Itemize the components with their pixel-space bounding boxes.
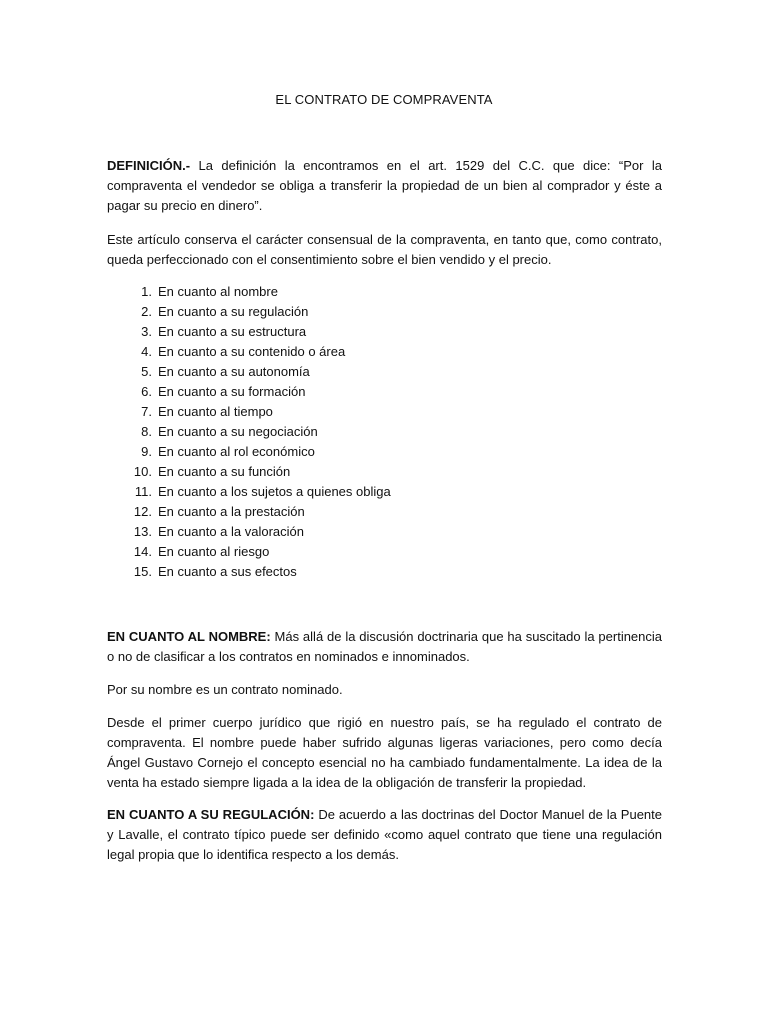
list-item-number-text: 3. [141,324,152,339]
nominated-paragraph: Por su nombre es un contrato nominado. [107,682,343,697]
regulation-section-text: De acuerdo a las doctrinas del Doctor Manuel de la Puente y Lavalle, el contrato típico puede ser definido «como aquel contrato que tiene una regulación legal propia que lo identifica respecto a los demás. [107,807,663,862]
list-item-number-text: 8. [141,424,152,439]
list-item-text: En cuanto al tiempo [158,404,273,419]
list-item-text: En cuanto a los sujetos a quienes obliga [158,484,391,499]
list-item-number [107,382,152,402]
list-item [107,382,662,402]
list-item [107,502,662,522]
list-item-number [107,322,152,342]
list-item-text: En cuanto a su regulación [158,304,309,319]
list-item-number [107,542,152,562]
list-item-number [107,562,152,582]
list-item-text: En cuanto al riesgo [158,544,270,559]
list-item-number-text: 12. [133,504,152,519]
name-section-paragraph [107,627,662,667]
list-item-number [107,422,152,442]
list-item-number [107,402,152,422]
list-item [107,462,662,482]
list-item-number-text: 9. [141,444,152,459]
definition-text: La definición la encontramos en el art. 1529 del C.C. que dice: “Por la compraventa el vendedor se obliga a transferir la propiedad de un bien al comprador y éste a pagar su precio en dinero”. [107,158,662,213]
list-item-number-text: 1. [141,284,152,299]
list-item [107,422,662,442]
list-item [107,522,662,542]
name-section-text: Más allá de la discusión doctrinaria que ha suscitado la pertinencia o no de clasificar a los contratos en nominados e innominados. [107,629,663,664]
list-item [107,442,662,462]
list-item-number-text: 4. [141,344,152,359]
definition-paragraph [107,156,662,216]
list-item-number-text: 11. [134,484,152,499]
list-item-text: En cuanto a la valoración [158,524,304,539]
list-item-text: En cuanto a la prestación [158,504,305,519]
list-item [107,302,662,322]
list-item [107,542,662,562]
regulation-section-label: EN CUANTO A SU REGULACIÓN: [107,807,315,822]
list-item [107,402,662,422]
list-item-number-text: 13. [133,524,152,539]
list-item-number-text: 14. [133,544,152,559]
list-item [107,282,662,302]
history-paragraph: Desde el primer cuerpo jurídico que rigió en nuestro país, se ha regulado el contrato de compraventa. El nombre puede haber sufrido algunas ligeras variaciones, pero como decía Ángel Gustavo Cornejo el concepto esencial no ha cambiado fundamentalmente. La idea de la venta ha estado siempre ligada a la idea de la obligación de transferir la propiedad. [107,715,662,790]
name-section-label: EN CUANTO AL NOMBRE: [107,629,271,644]
list-item-number [107,482,152,502]
list-item-number [107,522,152,542]
list-item-number-text: 2. [141,304,152,319]
list-item-text: En cuanto a su formación [158,384,306,399]
regulation-section-paragraph [107,805,662,865]
list-item-number [107,302,152,322]
list-item-number-text: 15. [133,564,152,579]
list-item-text: En cuanto a su función [158,464,291,479]
list-item-number [107,342,152,362]
list-item-text: En cuanto a su contenido o área [158,344,346,359]
article-paragraph: Este artículo conserva el carácter consensual de la compraventa, en tanto que, como contrato, queda perfeccionado con el consentimiento sobre el bien vendido y el precio. [107,232,662,267]
list-item-text: En cuanto al nombre [158,284,278,299]
list-item [107,322,662,342]
list-item-number [107,362,152,382]
list-item-text: En cuanto a sus efectos [158,564,297,579]
list-item [107,482,662,502]
list-item-number [107,502,152,522]
definition-label: DEFINICIÓN.- [107,158,191,173]
document-title: EL CONTRATO DE COMPRAVENTA [275,92,493,107]
list-item-number-text: 10. [133,464,152,479]
list-item-text: En cuanto al rol económico [158,444,315,459]
list-item [107,362,662,382]
list-item [107,342,662,362]
list-item-number-text: 5. [141,364,152,379]
list-item-number-text: 6. [141,384,152,399]
list-item-number [107,462,152,482]
list-item-text: En cuanto a su negociación [158,424,318,439]
list-item-number [107,442,152,462]
list-item-text: En cuanto a su autonomía [158,364,310,379]
list-item-number [107,282,152,302]
classification-list [107,282,662,582]
list-item [107,562,662,582]
list-item-text: En cuanto a su estructura [158,324,307,339]
list-item-number-text: 7. [141,404,152,419]
